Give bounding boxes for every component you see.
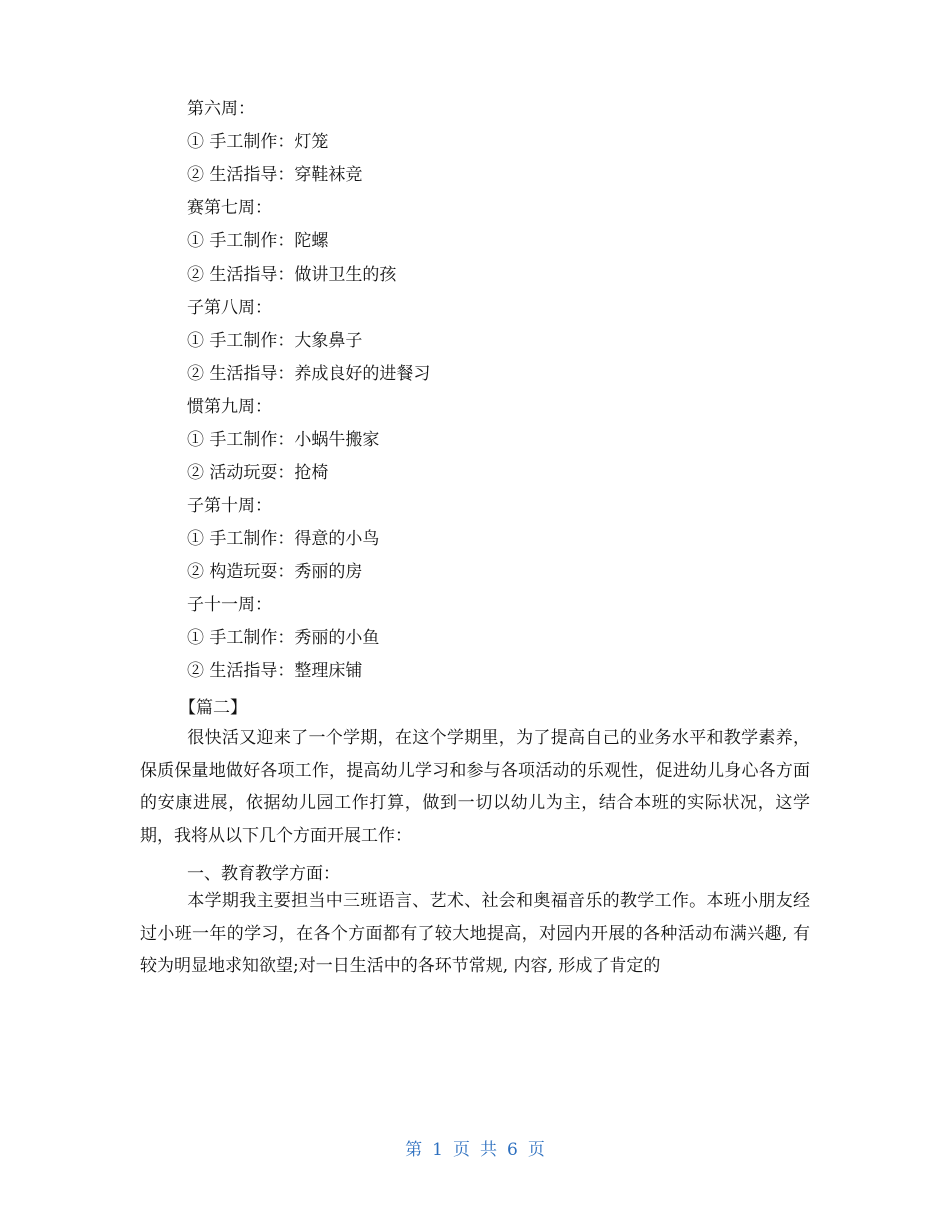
footer-word: 共 bbox=[480, 1140, 497, 1160]
body-paragraph bbox=[140, 885, 810, 983]
footer-word: 第 bbox=[405, 1140, 423, 1160]
footer-word: 页 bbox=[527, 1140, 545, 1160]
list-line: 子第八周： bbox=[187, 298, 272, 318]
footer-page-number: 1 bbox=[432, 1140, 443, 1160]
page-footer bbox=[0, 1135, 950, 1160]
list-line: ② 生活指导：穿鞋袜竞 bbox=[187, 165, 363, 185]
section-label: 【篇二】 bbox=[179, 698, 247, 718]
list-line: ② 生活指导：整理床铺 bbox=[187, 661, 363, 681]
intro-paragraph bbox=[140, 722, 810, 852]
list-line: 子十一周： bbox=[187, 595, 272, 615]
intro-paragraph-text: 很快活又迎来了一个学期，在这个学期里，为了提高自己的业务水平和教学素养，保质保量地做好各项工作，提高幼儿学习和参与各项活动的乐观性，促进幼儿身心各方面的安康进展，依据幼儿园工作打算，做到一切以幼儿为主，结合本班的实际状况，这学期，我将从以下几个方面开展工作： bbox=[140, 728, 810, 846]
body-paragraph-text: 本学期我主要担当中三班语言、艺术、社会和奥福音乐的教学工作。本班小朋友经过小班一年的学习，在各个方面都有了较大地提高，对园内开展的各种活动布满兴趣, 有较为明显地求知欲望;对一日生活中的各环节常规, 内容, 形成了肯定的 bbox=[140, 891, 810, 977]
list-line: 惯第九周： bbox=[187, 397, 272, 417]
list-line: 子第十周： bbox=[187, 496, 272, 516]
list-line: ① 手工制作：灯笼 bbox=[187, 132, 329, 152]
list-line: ① 手工制作：小蜗牛搬家 bbox=[187, 430, 380, 450]
footer-word: 页 bbox=[453, 1140, 470, 1160]
list-line: ② 生活指导：养成良好的进餐习 bbox=[187, 364, 431, 384]
list-line: 第六周： bbox=[187, 99, 255, 119]
list-line: ② 生活指导：做讲卫生的孩 bbox=[187, 265, 397, 285]
subheading: 一、教育教学方面： bbox=[187, 864, 340, 884]
list-line: 赛第七周： bbox=[187, 198, 272, 218]
list-line: ① 手工制作：秀丽的小鱼 bbox=[187, 628, 380, 648]
list-line: ② 活动玩耍：抢椅 bbox=[187, 463, 329, 483]
list-line: ① 手工制作：得意的小鸟 bbox=[187, 529, 380, 549]
footer-total-pages: 6 bbox=[507, 1140, 518, 1160]
list-line: ① 手工制作：大象鼻子 bbox=[187, 331, 363, 351]
list-line: ② 构造玩耍：秀丽的房 bbox=[187, 562, 363, 582]
list-line: ① 手工制作：陀螺 bbox=[187, 231, 329, 251]
